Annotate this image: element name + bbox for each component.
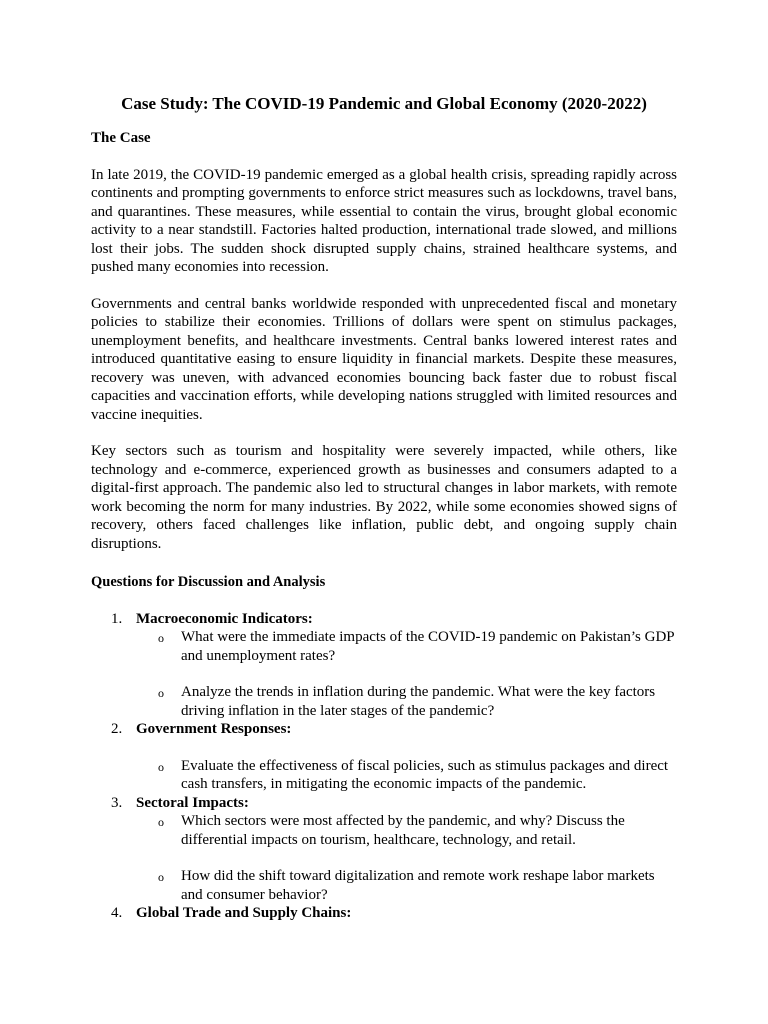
case-paragraph: In late 2019, the COVID-19 pandemic emerged as a global health crisis, spreading rapidly across continents and prompting governments to enforce strict measures such as lockdowns, travel bans, and quarantines. These measures, while essential to contain the virus, brought global economic activity to a near standstill. Factories halted production, international trade slowed, and millions lost their jobs. The sudden shock disrupted supply chains, strained healthcare systems, and pushed many economies into recession. — [91, 166, 677, 275]
question-item — [91, 794, 677, 905]
question-item — [91, 610, 677, 721]
case-heading: The Case — [91, 130, 151, 146]
questions-list — [91, 610, 677, 923]
question-number: 3. — [111, 794, 123, 811]
circle-bullet-icon: o — [158, 870, 164, 884]
sub-question-list — [136, 812, 677, 904]
sub-question-item — [136, 812, 677, 849]
question-title: Government Responses: — [136, 721, 292, 737]
question-number: 2. — [111, 721, 123, 737]
question-item — [91, 720, 677, 794]
sub-question-list — [136, 628, 677, 720]
question-number: 1. — [111, 610, 123, 627]
circle-bullet-icon: o — [158, 815, 164, 829]
sub-question-text: Which sectors were most affected by the pandemic, and why? Discuss the differential impacts on tourism, healthcare, technology, and retail. — [181, 813, 625, 848]
circle-bullet-icon: o — [158, 759, 164, 774]
question-number: 4. — [111, 905, 123, 921]
question-title: Macroeconomic Indicators: — [136, 610, 313, 627]
question-title: Global Trade and Supply Chains: — [136, 905, 352, 921]
circle-bullet-icon: o — [158, 686, 164, 700]
sub-question-item — [136, 683, 677, 720]
sub-question-text: How did the shift toward digitalization and remote work reshape labor markets and consumer behavior? — [181, 868, 655, 903]
question-item — [91, 904, 677, 923]
circle-bullet-icon: o — [158, 631, 164, 645]
sub-question-text: Evaluate the effectiveness of fiscal policies, such as stimulus packages and direct cash transfers, in mitigating the economic impacts of the pandemic. — [181, 757, 669, 792]
sub-question-item — [136, 757, 677, 794]
question-title: Sectoral Impacts: — [136, 794, 249, 811]
sub-question-text: What were the immediate impacts of the COVID-19 pandemic on Pakistan’s GDP and unemployment rates? — [181, 629, 675, 664]
sub-question-list — [136, 757, 677, 794]
sub-question-text: Analyze the trends in inflation during the pandemic. What were the key factors driving inflation in the later stages of the pandemic? — [181, 684, 656, 719]
sub-question-item — [136, 628, 677, 665]
sub-question-item — [136, 867, 677, 904]
case-paragraph: Key sectors such as tourism and hospitality were severely impacted, while others, like technology and e-commerce, experienced growth as businesses and consumers adapted to a digital-first approach. The pandemic also led to structural changes in labor markets, with remote work becoming the norm for many industries. By 2022, while some economies showed signs of recovery, others faced challenges like inflation, public debt, and ongoing supply chain disruptions. — [91, 443, 677, 552]
document-title: Case Study: The COVID-19 Pandemic and Global Economy (2020-2022) — [121, 94, 647, 113]
questions-heading: Questions for Discussion and Analysis — [91, 574, 326, 590]
document-page — [91, 93, 677, 923]
case-paragraph: Governments and central banks worldwide responded with unprecedented fiscal and monetary policies to stabilize their economies. Trillions of dollars were spent on stimulus packages, unemployment benefits, and healthcare investments. Central banks lowered interest rates and introduced quantitative easing to ensure liquidity in financial markets. Despite these measures, recovery was uneven, with advanced economies bouncing back faster due to robust fiscal capacities and vaccination efforts, while developing nations struggled with limited resources and vaccine inequities. — [91, 295, 677, 423]
